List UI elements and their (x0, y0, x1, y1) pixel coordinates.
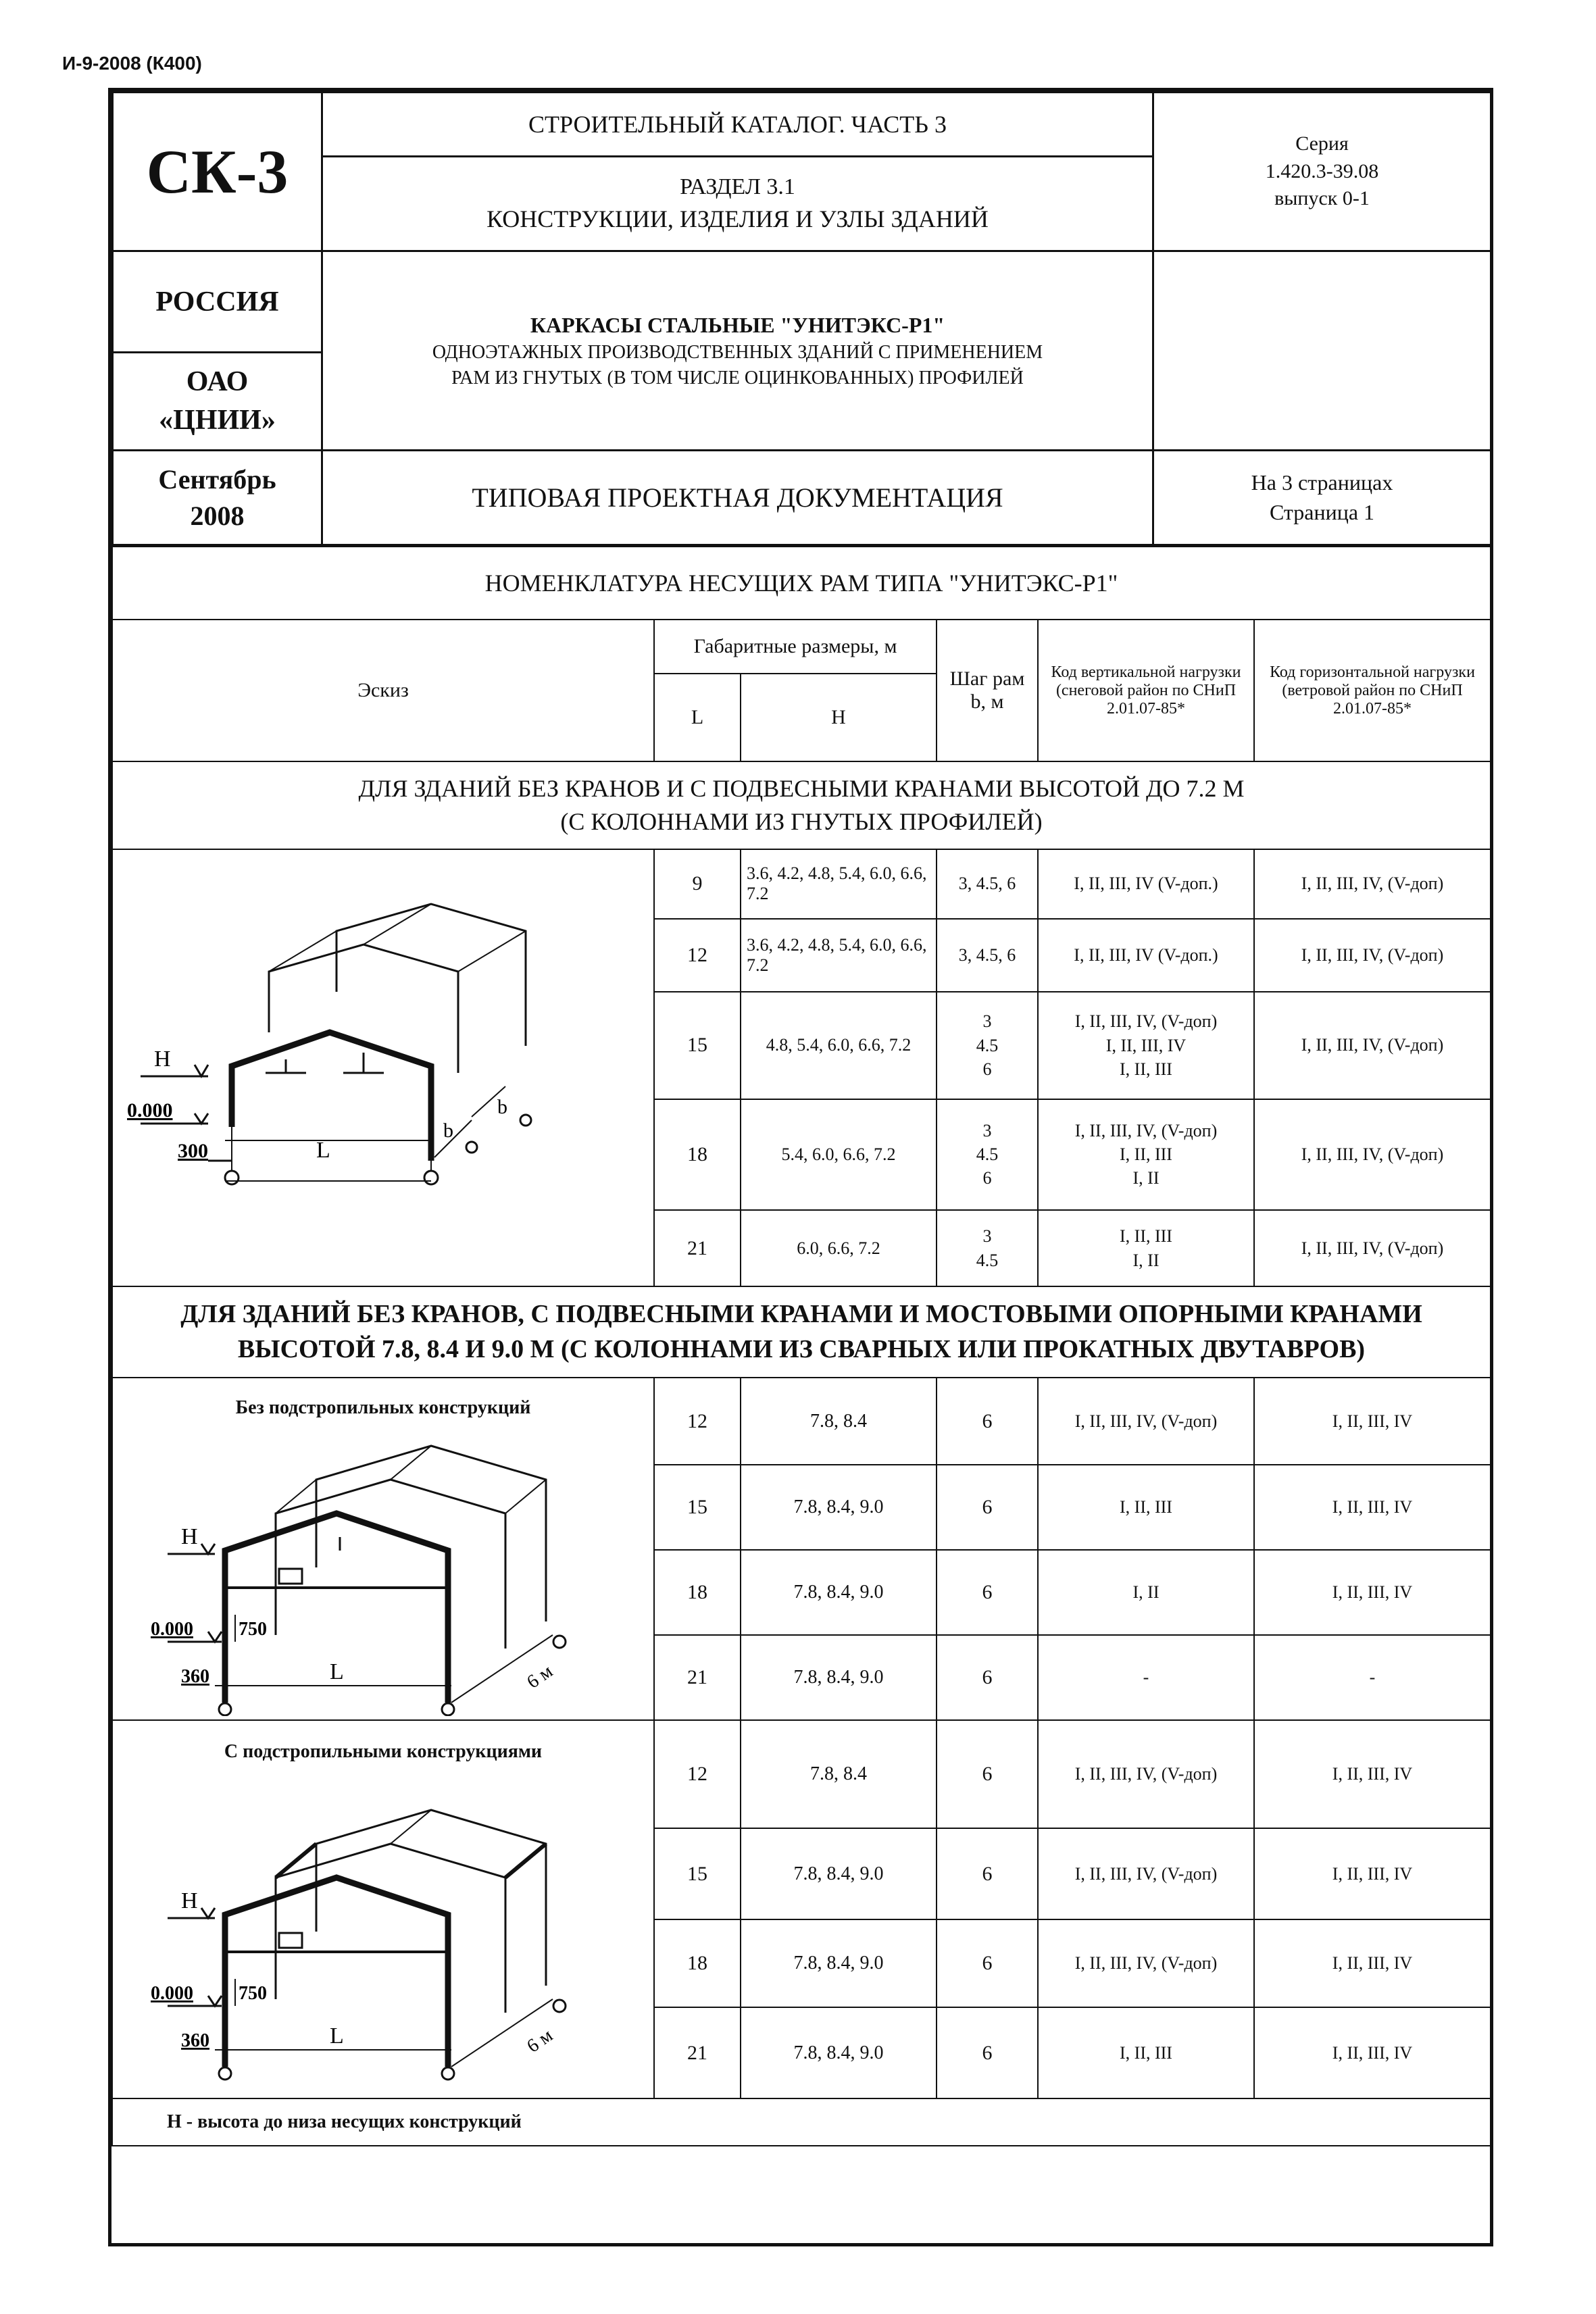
sketch-b-zero-label: 0.000 (151, 1983, 193, 2004)
sketch-a-zero-label: 0.000 (151, 1619, 193, 1640)
s1-r2-L: 12 (654, 919, 741, 992)
s1-r3-vert (1038, 992, 1254, 1099)
col-step: Шаг рам b, м (937, 620, 1038, 761)
doc-type: ТИПОВАЯ ПРОЕКТНАЯ ДОКУМЕНТАЦИЯ (322, 451, 1153, 545)
s1-r5-vert2: I, II (1132, 1250, 1159, 1270)
s2b-r3-H: 7.8, 8.4, 9.0 (741, 1919, 937, 2007)
s1-r5-vert (1038, 1210, 1254, 1286)
organization (113, 353, 322, 451)
date-cell (113, 451, 322, 545)
s2a-r1-vert: I, II, III, IV, (V-доп) (1038, 1378, 1254, 1465)
s2b-r3-L: 18 (654, 1919, 741, 2007)
footnote: H - высота до низа несущих конструкций (112, 2098, 1491, 2146)
section-cell (322, 157, 1153, 251)
s1-r3-b (937, 992, 1038, 1099)
s1-r5-b1: 3 (982, 1226, 992, 1247)
s1-r5-b2: 4.5 (976, 1250, 999, 1270)
s2b-r2-b: 6 (937, 1828, 1038, 1919)
s1-r4-b3: 6 (982, 1168, 992, 1188)
group-b-caption: С подстропильными конструкциями (224, 1741, 543, 1762)
pages-total: На 3 страницах (1251, 470, 1393, 495)
s1-r5-horiz: I, II, III, IV, (V-доп) (1254, 1210, 1491, 1286)
series-cell (1153, 93, 1491, 251)
col-horiz-load: Код горизонтальной нагрузки (ветровой район по СНиП 2.01.07-85* (1254, 620, 1491, 761)
s2a-r3-L: 18 (654, 1550, 741, 1635)
sketch1-zero-label: 0.000 (127, 1099, 173, 1122)
s1-r4-vert3: I, II (1132, 1168, 1159, 1188)
date-year: 2008 (190, 500, 245, 531)
s2b-r2-horiz: I, II, III, IV (1254, 1828, 1491, 1919)
section1-title-line2: (С КОЛОННАМИ ИЗ ГНУТЫХ ПРОФИЛЕЙ) (560, 808, 1043, 835)
section1-title-line1: ДЛЯ ЗДАНИЙ БЕЗ КРАНОВ И С ПОДВЕСНЫМИ КРАНАМИ ВЫСОТОЙ ДО 7.2 М (358, 775, 1245, 803)
s2a-r1-b: 6 (937, 1378, 1038, 1465)
s1-r5-b (937, 1210, 1038, 1286)
page-frame (108, 88, 1493, 2246)
s2b-r4-H: 7.8, 8.4, 9.0 (741, 2007, 937, 2098)
sketch1-offset-label: 300 (178, 1140, 208, 1162)
s2b-r4-horiz: I, II, III, IV (1254, 2007, 1491, 2098)
series-issue: выпуск 0-1 (1274, 187, 1370, 210)
s2b-r1-L: 12 (654, 1720, 741, 1828)
sketch-b-offset-label: 360 (181, 2030, 209, 2051)
s2b-r2-H: 7.8, 8.4, 9.0 (741, 1828, 937, 1919)
s2b-r1-b: 6 (937, 1720, 1038, 1828)
s1-r3-H: 4.8, 5.4, 6.0, 6.6, 7.2 (741, 992, 937, 1099)
sketch-b-L-label: L (330, 2023, 344, 2048)
document-code: И-9-2008 (К400) (62, 53, 202, 74)
section-number: РАЗДЕЛ 3.1 (680, 174, 795, 200)
s1-r3-vert1: I, II, III, IV, (V-доп) (1074, 1011, 1218, 1032)
s2a-r3-H: 7.8, 8.4, 9.0 (741, 1550, 937, 1635)
table-row (112, 1378, 1491, 1465)
s1-r4-horiz: I, II, III, IV, (V-доп) (1254, 1099, 1491, 1210)
s1-r4-vert1: I, II, III, IV, (V-доп) (1074, 1121, 1218, 1141)
project-title-main: КАРКАСЫ СТАЛЬНЫЕ "УНИТЭКС-Р1" (530, 312, 945, 337)
s2a-r4-vert: - (1038, 1635, 1254, 1720)
s2b-r4-L: 21 (654, 2007, 741, 2098)
pages-cell (1153, 451, 1491, 545)
s1-r4-b (937, 1099, 1038, 1210)
s2b-r3-horiz: I, II, III, IV (1254, 1919, 1491, 2007)
sketch-a-H-label: H (181, 1524, 198, 1549)
sketch-a-offset-label: 360 (181, 1666, 209, 1687)
project-title-sub2: РАМ ИЗ ГНУТЫХ (В ТОМ ЧИСЛЕ ОЦИНКОВАННЫХ) ПРОФИЛЕЙ (451, 367, 1024, 388)
date-month: Сентябрь (158, 463, 276, 495)
table-row (112, 1720, 1491, 1828)
frame-sketch-heavy-b (114, 1763, 653, 2087)
s2a-r4-L: 21 (654, 1635, 741, 1720)
sketch-group-a (112, 1378, 654, 1720)
organization-line2: «ЦНИИ» (159, 405, 276, 436)
s2b-r4-vert: I, II, III (1038, 2007, 1254, 2098)
project-title-sub1: ОДНОЭТАЖНЫХ ПРОИЗВОДСТВЕННЫХ ЗДАНИЙ С ПРИМЕНЕНИЕМ (432, 341, 1043, 363)
s1-r4-vert2: I, II, III (1120, 1145, 1172, 1165)
s2a-r2-H: 7.8, 8.4, 9.0 (741, 1465, 937, 1550)
sketch-a-L-label: L (330, 1659, 344, 1684)
sketch-a-step-label: 6 м (523, 1661, 557, 1693)
country: РОССИЯ (113, 251, 322, 353)
s1-r2-H: 3.6, 4.2, 4.8, 5.4, 6.0, 6.6, 7.2 (741, 919, 937, 992)
title-block (111, 91, 1492, 546)
s2a-r3-vert: I, II (1038, 1550, 1254, 1635)
s1-r2-b: 3, 4.5, 6 (937, 919, 1038, 992)
sketch-b-step-label: 6 м (523, 2025, 557, 2057)
s1-r5-H: 6.0, 6.6, 7.2 (741, 1210, 937, 1286)
s1-r1-b: 3, 4.5, 6 (937, 849, 1038, 919)
s2b-r1-H: 7.8, 8.4 (741, 1720, 937, 1828)
s1-r1-L: 9 (654, 849, 741, 919)
s2a-r1-horiz: I, II, III, IV (1254, 1378, 1491, 1465)
s2a-r4-H: 7.8, 8.4, 9.0 (741, 1635, 937, 1720)
s2a-r1-L: 12 (654, 1378, 741, 1465)
s2b-r4-b: 6 (937, 2007, 1038, 2098)
s1-r5-vert1: I, II, III (1120, 1226, 1172, 1247)
s1-r3-vert2: I, II, III, IV (1105, 1035, 1187, 1055)
sketch1-H-label: H (154, 1047, 171, 1072)
s2b-r3-vert: I, II, III, IV, (V-доп) (1038, 1919, 1254, 2007)
sketch1-b1-label: b (443, 1120, 453, 1142)
s2b-r1-horiz: I, II, III, IV (1254, 1720, 1491, 1828)
s2a-r2-vert: I, II, III (1038, 1465, 1254, 1550)
sketch-b-crane-label: 750 (239, 1983, 267, 2004)
s1-r3-b2: 4.5 (976, 1035, 999, 1055)
frame-sketch-light (114, 850, 653, 1282)
table-row (112, 849, 1491, 919)
frame-sketch-heavy-a (114, 1419, 653, 1716)
s2a-r2-L: 15 (654, 1465, 741, 1550)
group-a-caption: Без подстропильных конструкций (235, 1397, 531, 1418)
s2a-r2-horiz: I, II, III, IV (1254, 1465, 1491, 1550)
s2b-r2-L: 15 (654, 1828, 741, 1919)
section2-title-line2: ВЫСОТОЙ 7.8, 8.4 И 9.0 М (С КОЛОННАМИ ИЗ СВАРНЫХ ИЛИ ПРОКАТНЫХ ДВУТАВРОВ) (237, 1334, 1366, 1363)
col-H: H (741, 674, 937, 761)
s1-r4-b2: 4.5 (976, 1145, 999, 1165)
section1-title (112, 761, 1491, 849)
s2b-r3-b: 6 (937, 1919, 1038, 2007)
col-L: L (654, 674, 741, 761)
section2-title (112, 1286, 1491, 1378)
s1-r3-L: 15 (654, 992, 741, 1099)
logo: СК-3 (113, 93, 322, 251)
s1-r4-b1: 3 (982, 1121, 992, 1141)
empty-cell (1153, 251, 1491, 451)
col-dims: Габаритные размеры, м (654, 620, 937, 674)
s1-r4-vert (1038, 1099, 1254, 1210)
s1-r4-H: 5.4, 6.0, 6.6, 7.2 (741, 1099, 937, 1210)
sketch-section1 (112, 849, 654, 1286)
s1-r1-vert: I, II, III, IV (V-доп.) (1038, 849, 1254, 919)
s1-r3-horiz: I, II, III, IV, (V-доп) (1254, 992, 1491, 1099)
s1-r4-L: 18 (654, 1099, 741, 1210)
s1-r3-b3: 6 (982, 1059, 992, 1079)
series-label: Серия (1295, 132, 1349, 155)
sketch1-b2-label: b (497, 1096, 507, 1118)
section2-title-line1: ДЛЯ ЗДАНИЙ БЕЗ КРАНОВ, С ПОДВЕСНЫМИ КРАНАМИ И МОСТОВЫМИ ОПОРНЫМИ КРАНАМИ (180, 1300, 1422, 1329)
organization-line1: ОАО (186, 366, 249, 398)
s2a-r2-b: 6 (937, 1465, 1038, 1550)
s2a-r4-b: 6 (937, 1635, 1038, 1720)
sketch1-L-label: L (316, 1138, 330, 1163)
s1-r1-horiz: I, II, III, IV, (V-доп) (1254, 849, 1491, 919)
col-vert-load: Код вертикальной нагрузки (снеговой район по СНиП 2.01.07-85* (1038, 620, 1254, 761)
s2b-r2-vert: I, II, III, IV, (V-доп) (1038, 1828, 1254, 1919)
s1-r2-vert: I, II, III, IV (V-доп.) (1038, 919, 1254, 992)
series-number: 1.420.3-39.08 (1265, 159, 1379, 182)
table-title: НОМЕНКЛАТУРА НЕСУЩИХ РАМ ТИПА "УНИТЭКС-Р1" (112, 547, 1491, 620)
nomenclature-table (111, 546, 1491, 2146)
page-number: Страница 1 (1269, 499, 1375, 524)
s1-r5-L: 21 (654, 1210, 741, 1286)
catalog-title: СТРОИТЕЛЬНЫЙ КАТАЛОГ. ЧАСТЬ 3 (322, 93, 1153, 157)
s1-r1-H: 3.6, 4.2, 4.8, 5.4, 6.0, 6.6, 7.2 (741, 849, 937, 919)
project-title (322, 251, 1153, 451)
s2a-r3-horiz: I, II, III, IV (1254, 1550, 1491, 1635)
sketch-group-b (112, 1720, 654, 2098)
s2a-r1-H: 7.8, 8.4 (741, 1378, 937, 1465)
s1-r3-b1: 3 (982, 1011, 992, 1032)
s1-r2-horiz: I, II, III, IV, (V-доп) (1254, 919, 1491, 992)
section-title: КОНСТРУКЦИИ, ИЗДЕЛИЯ И УЗЛЫ ЗДАНИЙ (487, 205, 989, 233)
col-sketch: Эскиз (112, 620, 654, 761)
sketch-a-crane-label: 750 (239, 1619, 267, 1640)
s2a-r4-horiz: - (1254, 1635, 1491, 1720)
s1-r3-vert3: I, II, III (1120, 1059, 1172, 1079)
sketch-b-H-label: H (181, 1888, 198, 1913)
s2a-r3-b: 6 (937, 1550, 1038, 1635)
s2b-r1-vert: I, II, III, IV, (V-доп) (1038, 1720, 1254, 1828)
